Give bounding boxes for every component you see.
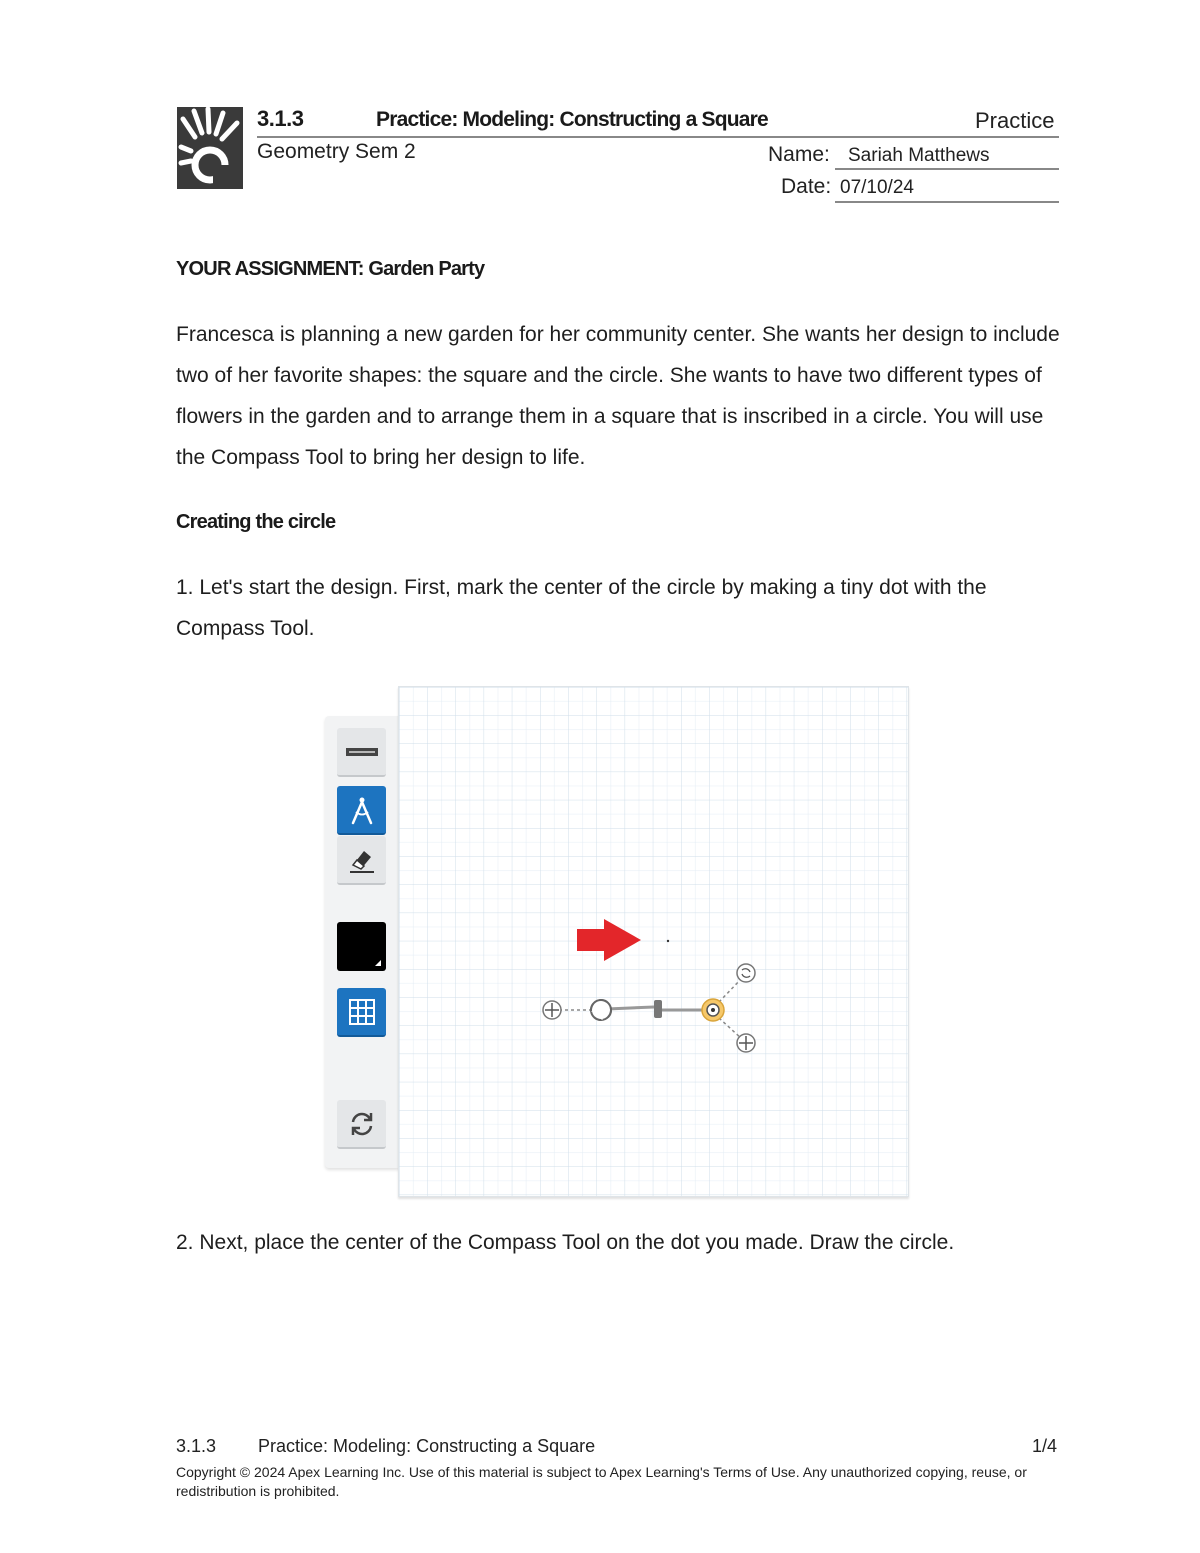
grid-icon (348, 998, 376, 1026)
resize-handle-icon[interactable] (737, 1034, 755, 1052)
tool-toolbar (325, 716, 399, 1168)
assignment-intro: Francesca is planning a new garden for her community center. She wants her design to include two of her favorite shapes: the square and the circle. She wants to have two different types of flowers in the garden and to arrange them in a square that is inscribed in a circle. You will use the Compass Tool to bring her design to life. (176, 323, 1060, 469)
grid-canvas[interactable] (399, 687, 908, 1196)
compass-icon (347, 794, 377, 826)
center-dot (667, 940, 669, 942)
eraser-icon (347, 845, 377, 875)
color-swatch-corner-icon (337, 922, 386, 971)
lesson-title: Practice: Modeling: Constructing a Square (376, 108, 768, 131)
step-1-text: 1. Let's start the design. First, mark the center of the circle by making a tiny dot with the Compass Tool. (176, 576, 987, 640)
name-underline (835, 168, 1059, 170)
footer-lesson-title: Practice: Modeling: Constructing a Square (258, 1436, 596, 1456)
name-field[interactable]: Sariah Matthews (848, 145, 990, 166)
date-label: Date: (781, 175, 832, 198)
lesson-number: 3.1.3 (257, 106, 304, 131)
date-field[interactable]: 07/10/24 (840, 177, 914, 198)
pivot-handle-icon[interactable] (591, 1000, 611, 1020)
assignment-heading: YOUR ASSIGNMENT: Garden Party (176, 258, 485, 280)
apex-logo (177, 107, 243, 189)
reset-button[interactable] (337, 1100, 386, 1149)
rotate-handle-icon[interactable] (737, 964, 755, 982)
compass-tool-button[interactable] (337, 786, 386, 835)
color-picker-button[interactable] (337, 922, 386, 971)
move-handle-icon[interactable] (543, 1001, 561, 1019)
course-name: Geometry Sem 2 (257, 140, 416, 163)
section-heading: Creating the circle (176, 511, 336, 533)
hinge-handle[interactable] (654, 1000, 662, 1018)
copyright-notice: Copyright © 2024 Apex Learning Inc. Use of this material is subject to Apex Learning's Terms of Use. Any unauthorized copying, reuse, or redistribution is prohibited. (176, 1464, 1027, 1499)
name-label: Name: (768, 143, 830, 166)
straightedge-tool-button[interactable] (337, 728, 386, 777)
footer-lesson-number: 3.1.3 (176, 1436, 217, 1456)
refresh-icon (347, 1109, 377, 1139)
header-rule (257, 136, 1059, 138)
activity-type: Practice (975, 108, 1055, 133)
eraser-tool-button[interactable] (337, 836, 386, 885)
page-number: 1/4 (1032, 1436, 1058, 1456)
step-2-text: 2. Next, place the center of the Compass Tool on the dot you made. Draw the circle. (176, 1231, 955, 1254)
grid-toggle-button[interactable] (337, 988, 386, 1037)
date-underline (835, 201, 1059, 203)
center-point-handle-icon[interactable] (702, 999, 724, 1021)
ruler-icon (345, 745, 379, 759)
drawing-canvas[interactable] (398, 686, 909, 1197)
